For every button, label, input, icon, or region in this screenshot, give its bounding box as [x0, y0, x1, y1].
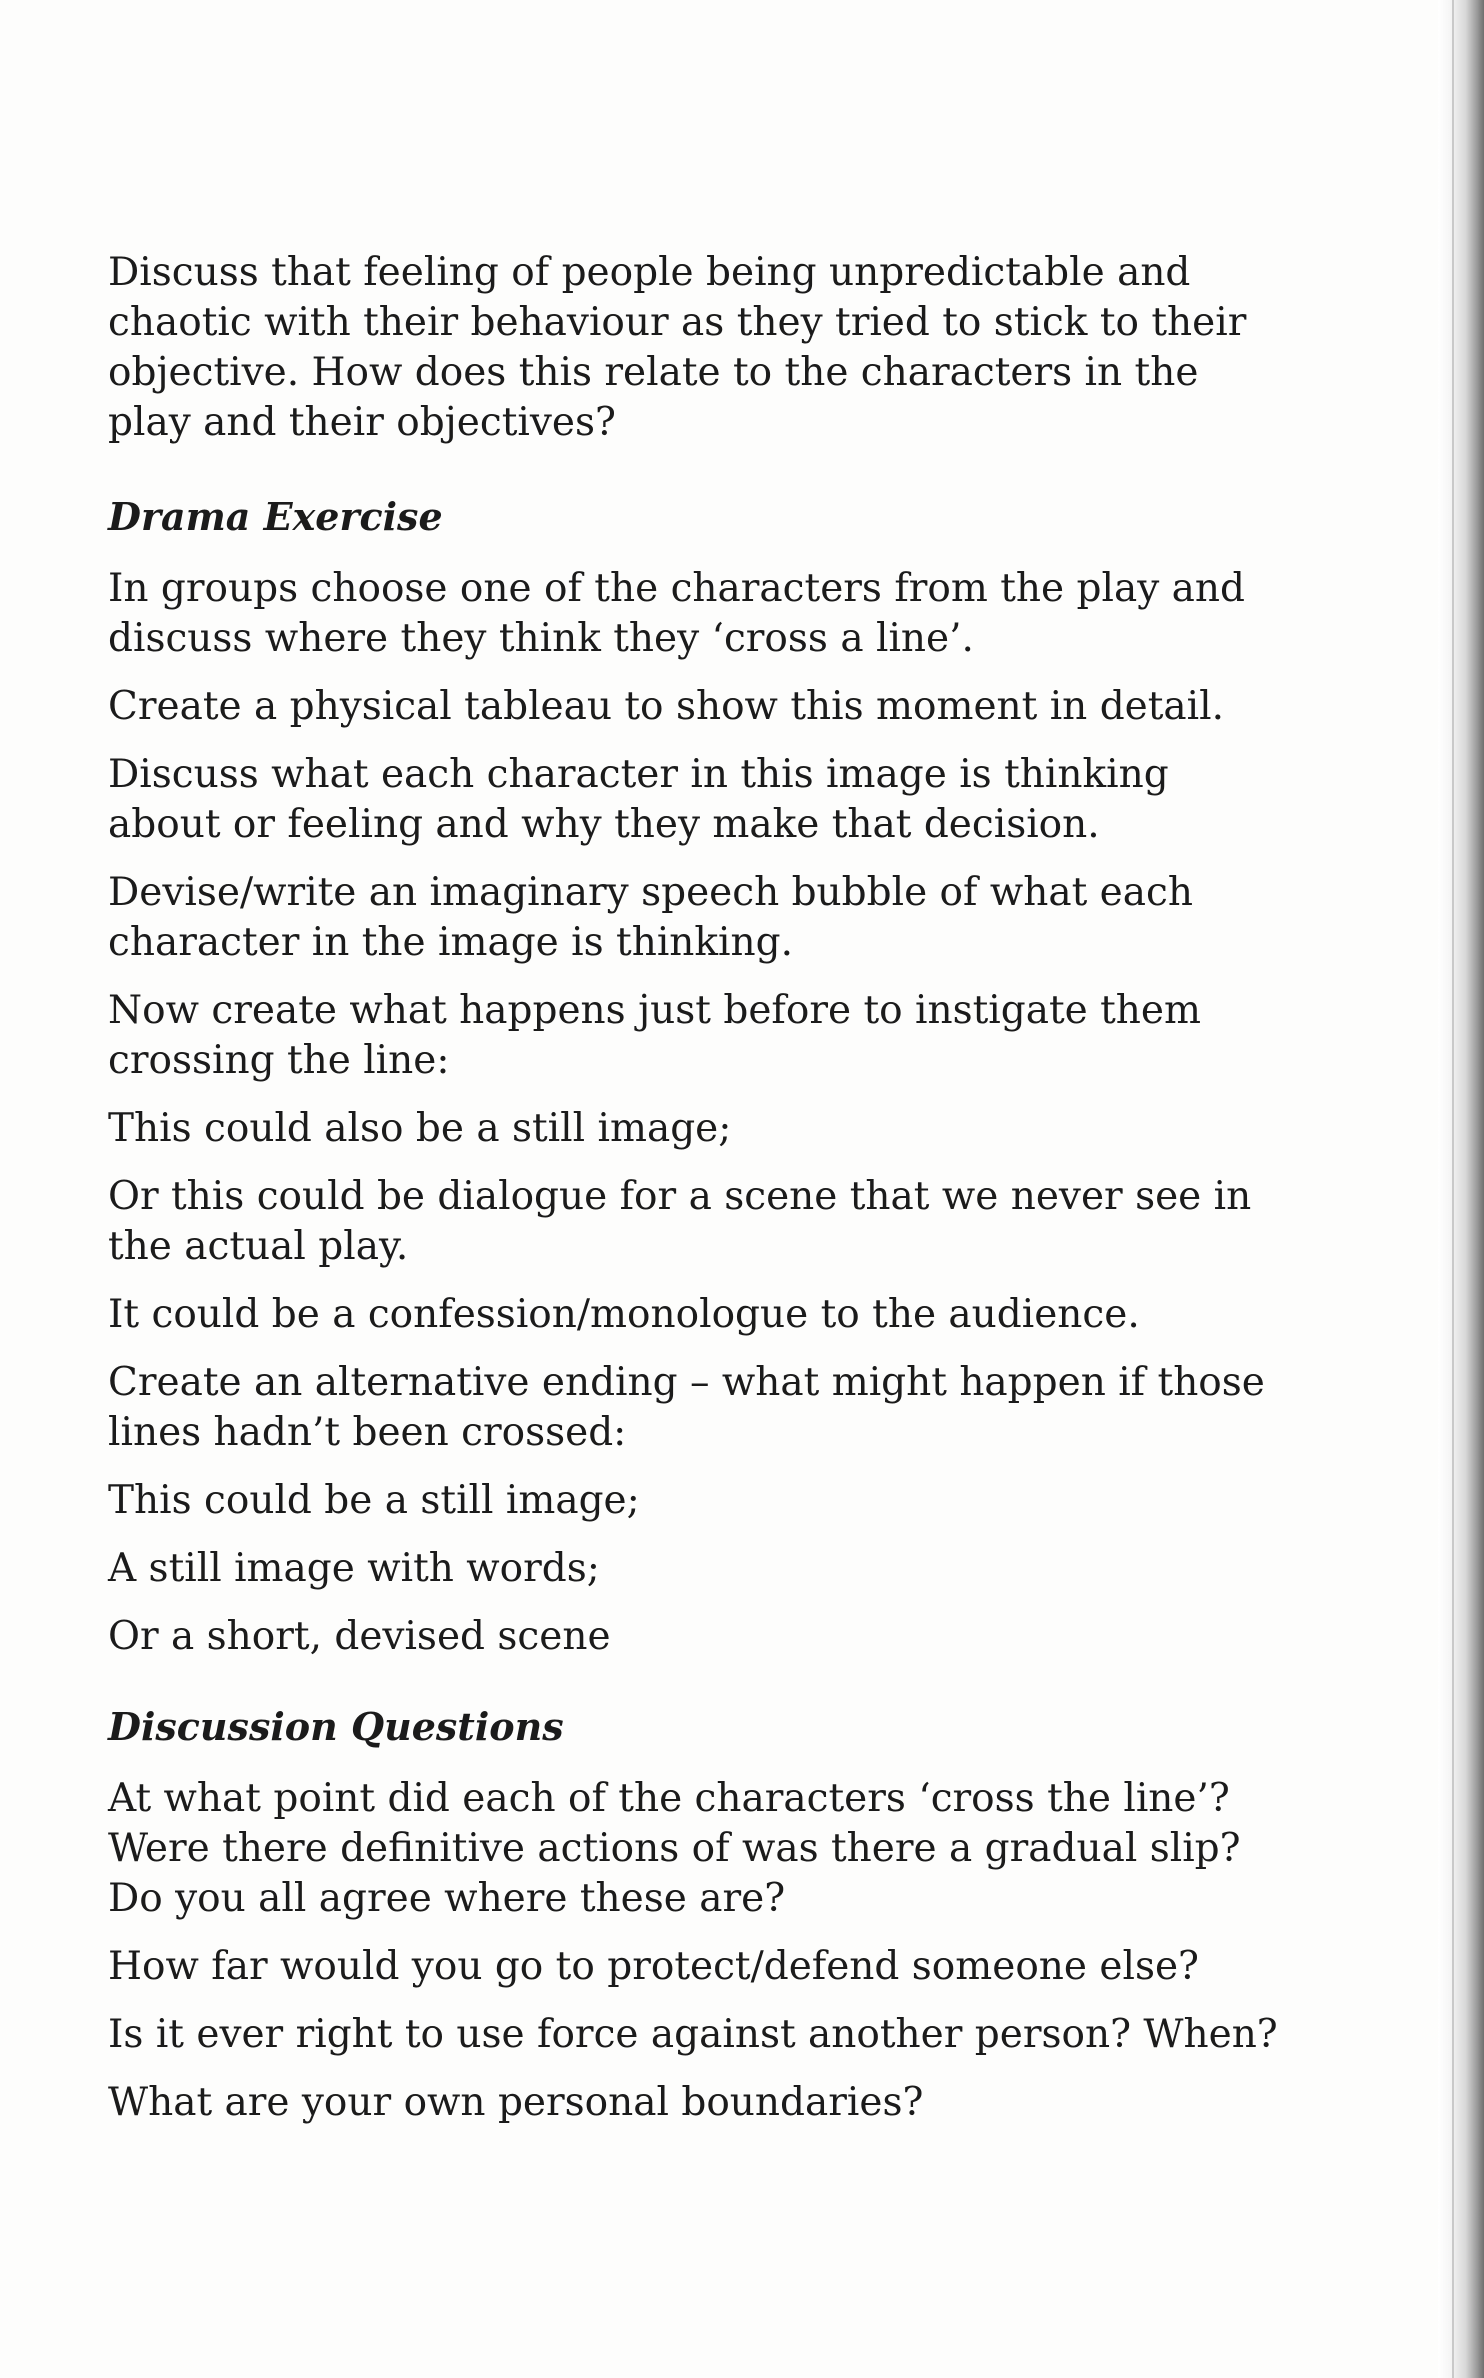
drama-exercise-paragraph: Or this could be dialogue for a scene that we never see in the actual play. [108, 1174, 1252, 1269]
page-content [108, 248, 1288, 2146]
discussion-question: Is it ever right to use force against another person? When? [108, 2012, 1278, 2057]
page-edge-line [1452, 0, 1454, 2378]
drama-exercise-paragraph: In groups choose one of the characters from the play and discuss where they think they ‘cross a line’. [108, 566, 1245, 661]
discussion-question: What are your own personal boundaries? [108, 2080, 924, 2125]
discussion-question: At what point did each of the characters ‘cross the line’? Were there definitive actions of was there a gradual slip? Do you all agree where these are? [108, 1776, 1241, 1921]
drama-exercise-paragraph: Devise/write an imaginary speech bubble of what each character in the image is thinking. [108, 870, 1193, 965]
drama-exercise-heading: Drama Exercise [108, 494, 443, 539]
intro-paragraph: Discuss that feeling of people being unpredictable and chaotic with their behaviour as they tried to stick to their objective. How does this relate to the characters in the play and their objectives? [108, 250, 1247, 445]
discussion-questions-heading: Discussion Questions [108, 1704, 564, 1749]
drama-exercise-paragraph: It could be a confession/monologue to the audience. [108, 1292, 1140, 1337]
page-edge-shadow [1438, 0, 1484, 2378]
drama-exercise-paragraph: Create a physical tableau to show this moment in detail. [108, 684, 1225, 729]
drama-exercise-paragraph: Create an alternative ending – what might happen if those lines hadn’t been crossed: [108, 1360, 1265, 1455]
drama-exercise-paragraph: A still image with words; [108, 1546, 600, 1591]
drama-exercise-paragraph: This could also be a still image; [108, 1106, 732, 1151]
discussion-question: How far would you go to protect/defend someone else? [108, 1944, 1199, 1989]
drama-exercise-paragraph: Or a short, devised scene [108, 1614, 611, 1659]
drama-exercise-paragraph: Now create what happens just before to instigate them crossing the line: [108, 988, 1201, 1083]
drama-exercise-paragraph: Discuss what each character in this image is thinking about or feeling and why they make that decision. [108, 752, 1169, 847]
drama-exercise-paragraph: This could be a still image; [108, 1478, 640, 1523]
